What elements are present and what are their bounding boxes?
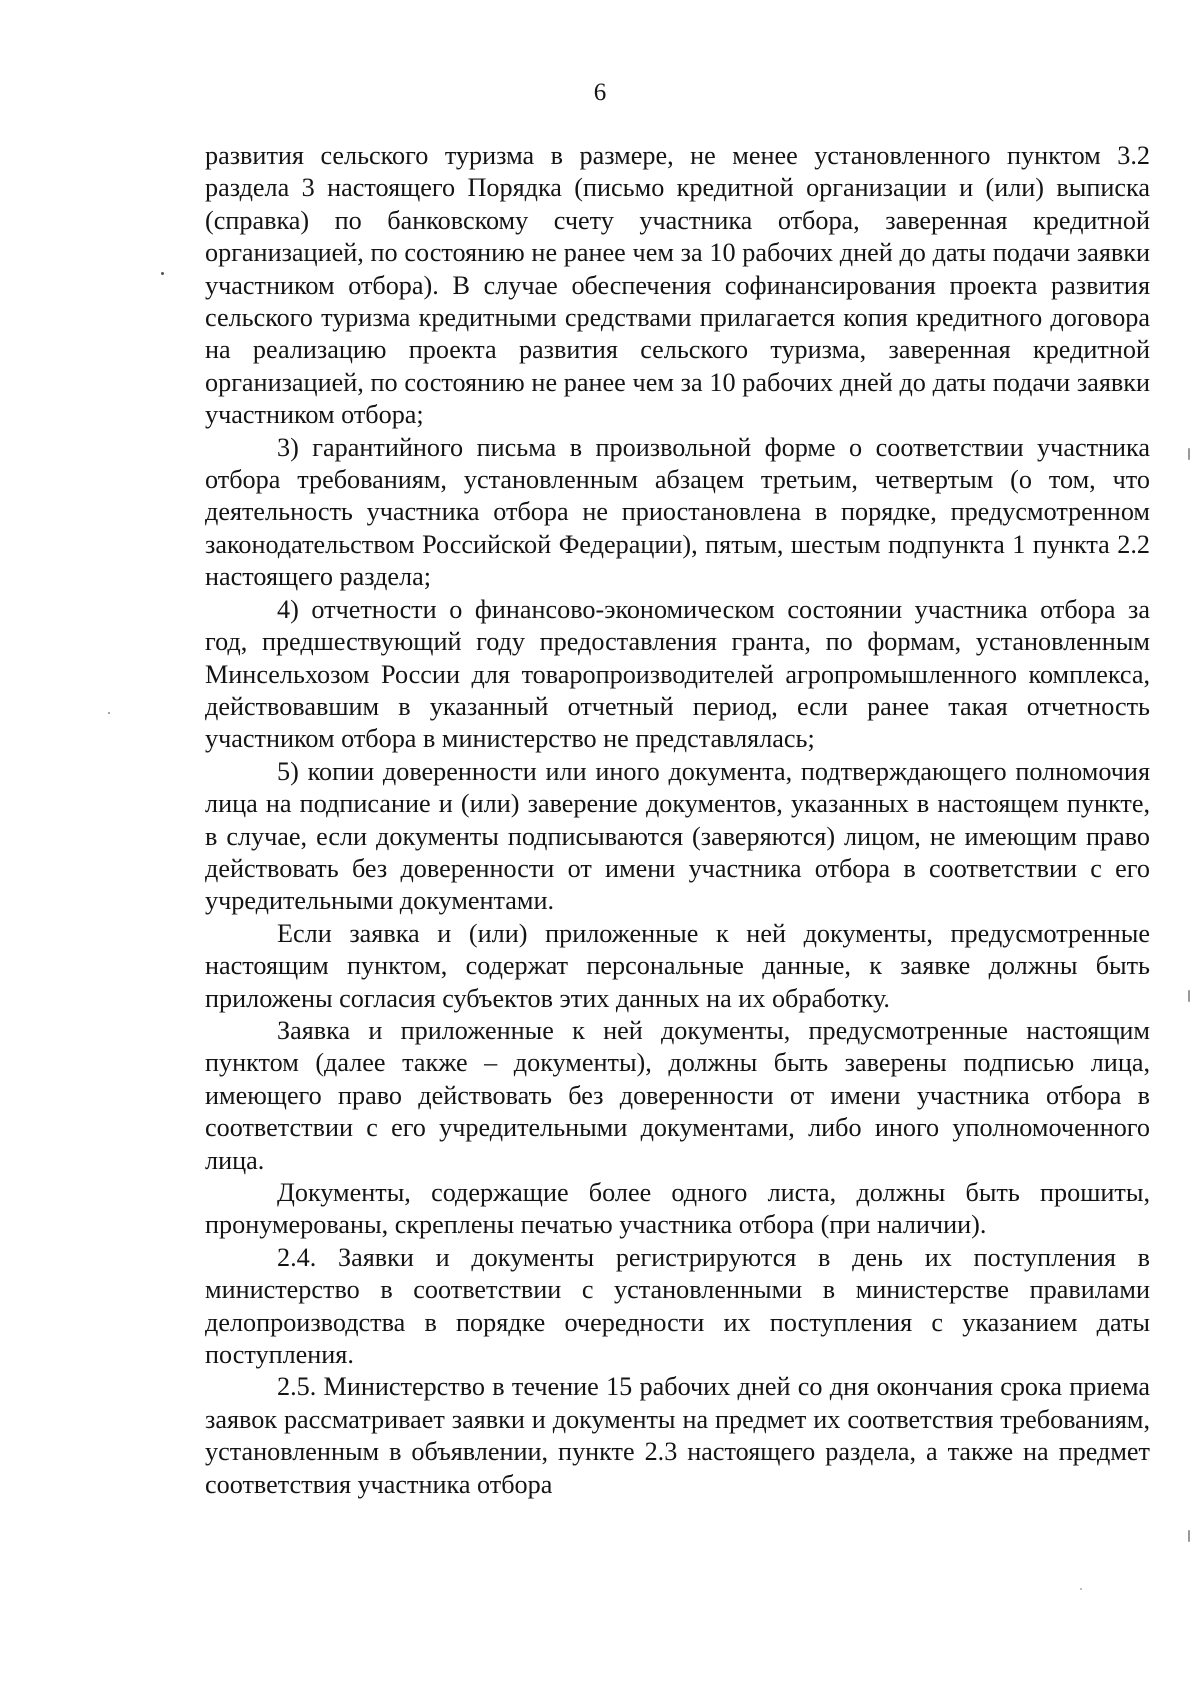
- scan-speck: [1080, 1588, 1082, 1590]
- document-body: [205, 140, 1150, 1501]
- scan-edge-mark: [1188, 1530, 1190, 1542]
- scan-edge-mark: [1188, 448, 1190, 460]
- paragraph-item-4: 4) отчетности о финансово-экономическом состоянии участника отбора за год, предшествующий году предоставления гранта, по формам, установленным Минсельхозом России для товаропроизводителей агропромышленного комплекса, действовавшим в указанный отчетный период, если ранее такая отчетность участником отбора в министерство не представлялась;: [205, 594, 1150, 754]
- paragraph-item-3: 3) гарантийного письма в произвольной форме о соответствии участника отбора требованиям, установленным абзацем третьим, четвертым (о том, что деятельность участника отбора не приостановлена в порядке, предусмотренном законодательством Российской Федерации), пятым, шестым подпункта 1 пункта 2.2 настоящего раздела;: [205, 432, 1150, 592]
- paragraph-section-2-5: 2.5. Министерство в течение 15 рабочих дней со дня окончания срока приема заявок рассматривает заявки и документы на предмет их соответствия требованиям, установленным в объявлении, пункте 2.3 настоящего раздела, а также на предмет соответствия участника отбора: [205, 1372, 1150, 1499]
- paragraph-personal-data: Если заявка и (или) приложенные к ней документы, предусмотренные настоящим пунктом, содержат персональные данные, к заявке должны быть приложены согласия субъектов этих данных на их обработку.: [205, 918, 1150, 1013]
- page-number: 6: [593, 79, 607, 106]
- paragraph-section-2-4: 2.4. Заявки и документы регистрируются в день их поступления в министерство в соответствии с установленными в министерстве правилами делопроизводства в порядке очередности их поступления с указанием даты поступления.: [205, 1242, 1150, 1370]
- scan-edge-mark: [1188, 990, 1190, 1002]
- paragraph-binding-requirement: Документы, содержащие более одного листа, должны быть прошиты, пронумерованы, скреплены печатью участника отбора (при наличии).: [205, 1178, 1150, 1240]
- paragraph-continuation: развития сельского туризма в размере, не менее установленного пунктом 3.2 раздела 3 настоящего Порядка (письмо кредитной организации и (или) выписка (справка) по банковскому счету участника отбора, заверенная кредитной организацией, по состоянию не ранее чем за 10 рабочих дней до даты подачи заявки участником отбора). В случае обеспечения софинансирования проекта развития сельского туризма кредитными средствами прилагается копия кредитного договора на реализацию проекта развития сельского туризма, заверенная кредитной организацией, по состоянию не ранее чем за 10 рабочих дней до даты подачи заявки участником отбора;: [205, 141, 1150, 430]
- paragraph-item-5: 5) копии доверенности или иного документа, подтверждающего полномочия лица на подписание и (или) заверение документов, указанных в настоящем пункте, в случае, если документы подписываются (заверяются) лицом, не имеющим право действовать без доверенности от имени участника отбора в соответствии с его учредительными документами.: [205, 756, 1150, 916]
- scan-speck: [161, 272, 164, 275]
- scan-speck: [108, 712, 110, 714]
- paragraph-signature-requirement: Заявка и приложенные к ней документы, предусмотренные настоящим пунктом (далее также – документы), должны быть заверены подписью лица, имеющего право действовать без доверенности от имени участника отбора в соответствии с его учредительными документами, либо иного уполномоченного лица.: [205, 1015, 1150, 1175]
